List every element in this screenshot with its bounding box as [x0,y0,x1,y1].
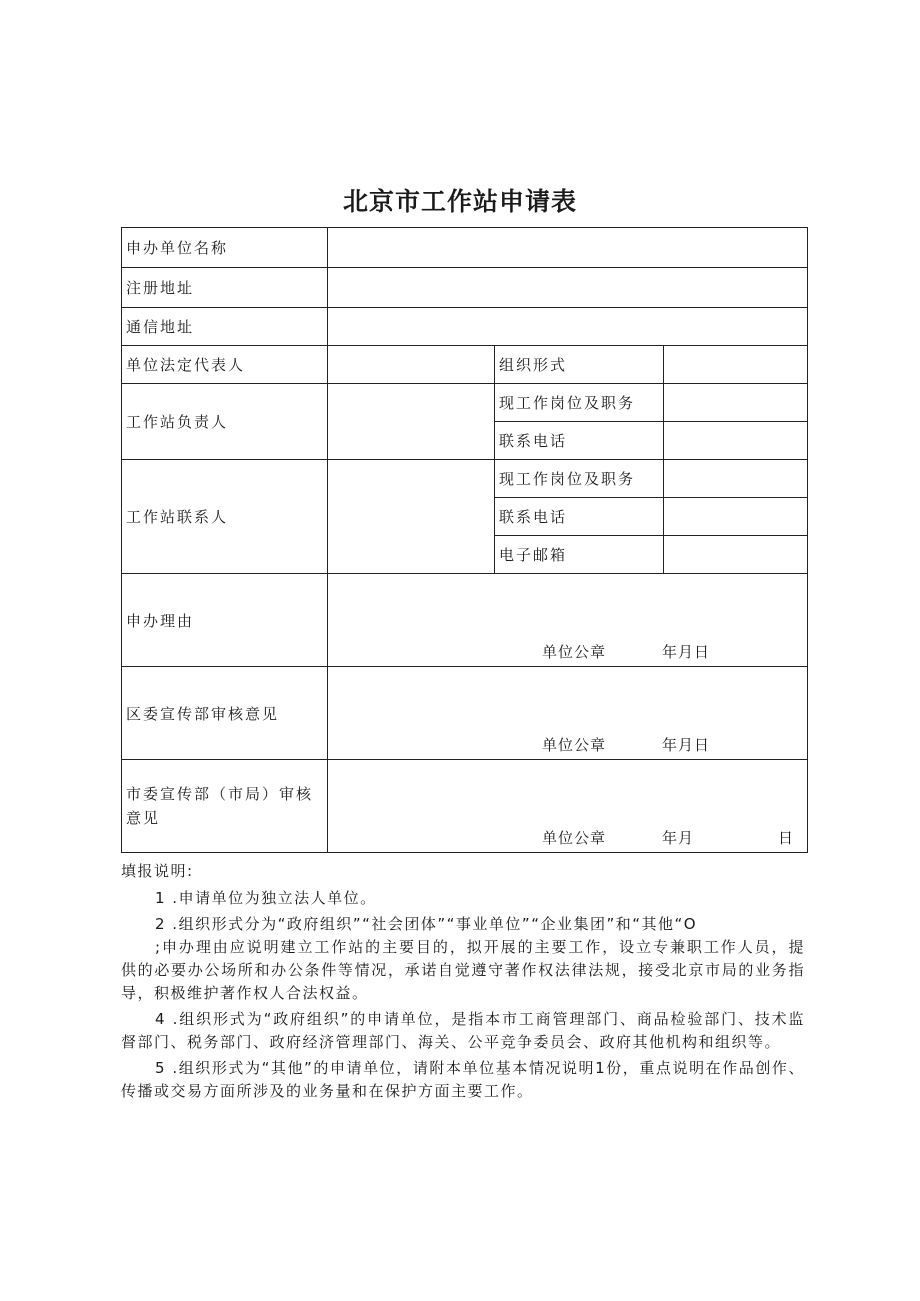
registered-address-label: 注册地址 [122,268,328,308]
district-date-text: 年月日 [662,736,711,754]
notes-heading: 填报说明: [121,862,194,880]
note-item-4: 4 .组织形式为“政府组织”的申请单位，是指本市工商管理部门、商品检验部门、技术监督部门、税务部门、政府经济管理部门、海关、公平竞争委员会、政府其他机构和组织等。 [121,1010,805,1051]
registered-address-field[interactable] [328,268,808,308]
table-row [122,268,808,308]
head-phone-label: 联系电话 [495,422,664,460]
filling-instructions [121,860,805,1103]
head-position-field[interactable] [664,384,808,422]
note-item-2: 2 .组织形式分为“政府组织”“社会团体”“事业单位”“企业集团”和“其他“O [155,915,698,933]
table-row [122,460,808,498]
contact-email-label: 电子邮箱 [495,536,664,574]
contact-phone-label: 联系电话 [495,498,664,536]
table-row [122,346,808,384]
table-row [122,228,808,268]
reason-seal-text: 单位公章 [542,643,607,661]
contact-position-field[interactable] [664,460,808,498]
contact-email-field[interactable] [664,536,808,574]
district-review-label: 区委宣传部审核意见 [122,667,328,760]
table-row [122,384,808,422]
legal-representative-label: 单位法定代表人 [122,346,328,384]
applicant-name-field[interactable] [328,228,808,268]
reason-date-text: 年月日 [662,643,711,661]
city-seal-text: 单位公章 [542,829,607,847]
note-item-1: 1 .申请单位为独立法人单位。 [155,889,377,907]
mailing-address-field[interactable] [328,308,808,346]
org-form-field[interactable] [664,346,808,384]
table-row [122,667,808,760]
city-date-month-text: 年月 [662,829,695,847]
table-row [122,308,808,346]
contact-position-label: 现工作岗位及职务 [495,460,664,498]
station-contact-field[interactable] [328,460,495,574]
head-position-label: 现工作岗位及职务 [495,384,664,422]
city-review-label: 市委宣传部（市局）审核意见 [122,760,328,853]
district-review-field[interactable] [328,667,808,760]
station-head-field[interactable] [328,384,495,460]
note-item-5: 5 .组织形式为“其他”的申请单位，请附本单位基本情况说明1份，重点说明在作品创作、传播或交易方面所涉及的业务量和在保护方面主要工作。 [121,1059,805,1100]
table-row [122,574,808,667]
legal-representative-field[interactable] [328,346,495,384]
reason-label: 申办理由 [122,574,328,667]
city-date-day-text: 日 [778,829,796,847]
head-phone-field[interactable] [664,422,808,460]
reason-field[interactable] [328,574,808,667]
district-seal-text: 单位公章 [542,736,607,754]
page-title: 北京市工作站申请表 [342,187,577,216]
table-row [122,760,808,853]
note-item-3: ;申办理由应说明建立工作站的主要目的，拟开展的主要工作，设立专兼职工作人员，提供的必要办公场所和办公条件等情况，承诺自觉遵守著作权法律法规，接受北京市局的业务指导，积极维护著作权人合法权益。 [121,938,805,1002]
application-form-table [121,227,808,853]
org-form-label: 组织形式 [495,346,664,384]
station-head-label: 工作站负责人 [122,384,328,460]
city-review-field[interactable] [328,760,808,853]
mailing-address-label: 通信地址 [122,308,328,346]
applicant-name-label: 申办单位名称 [122,228,328,268]
contact-phone-field[interactable] [664,498,808,536]
station-contact-label: 工作站联系人 [122,460,328,574]
